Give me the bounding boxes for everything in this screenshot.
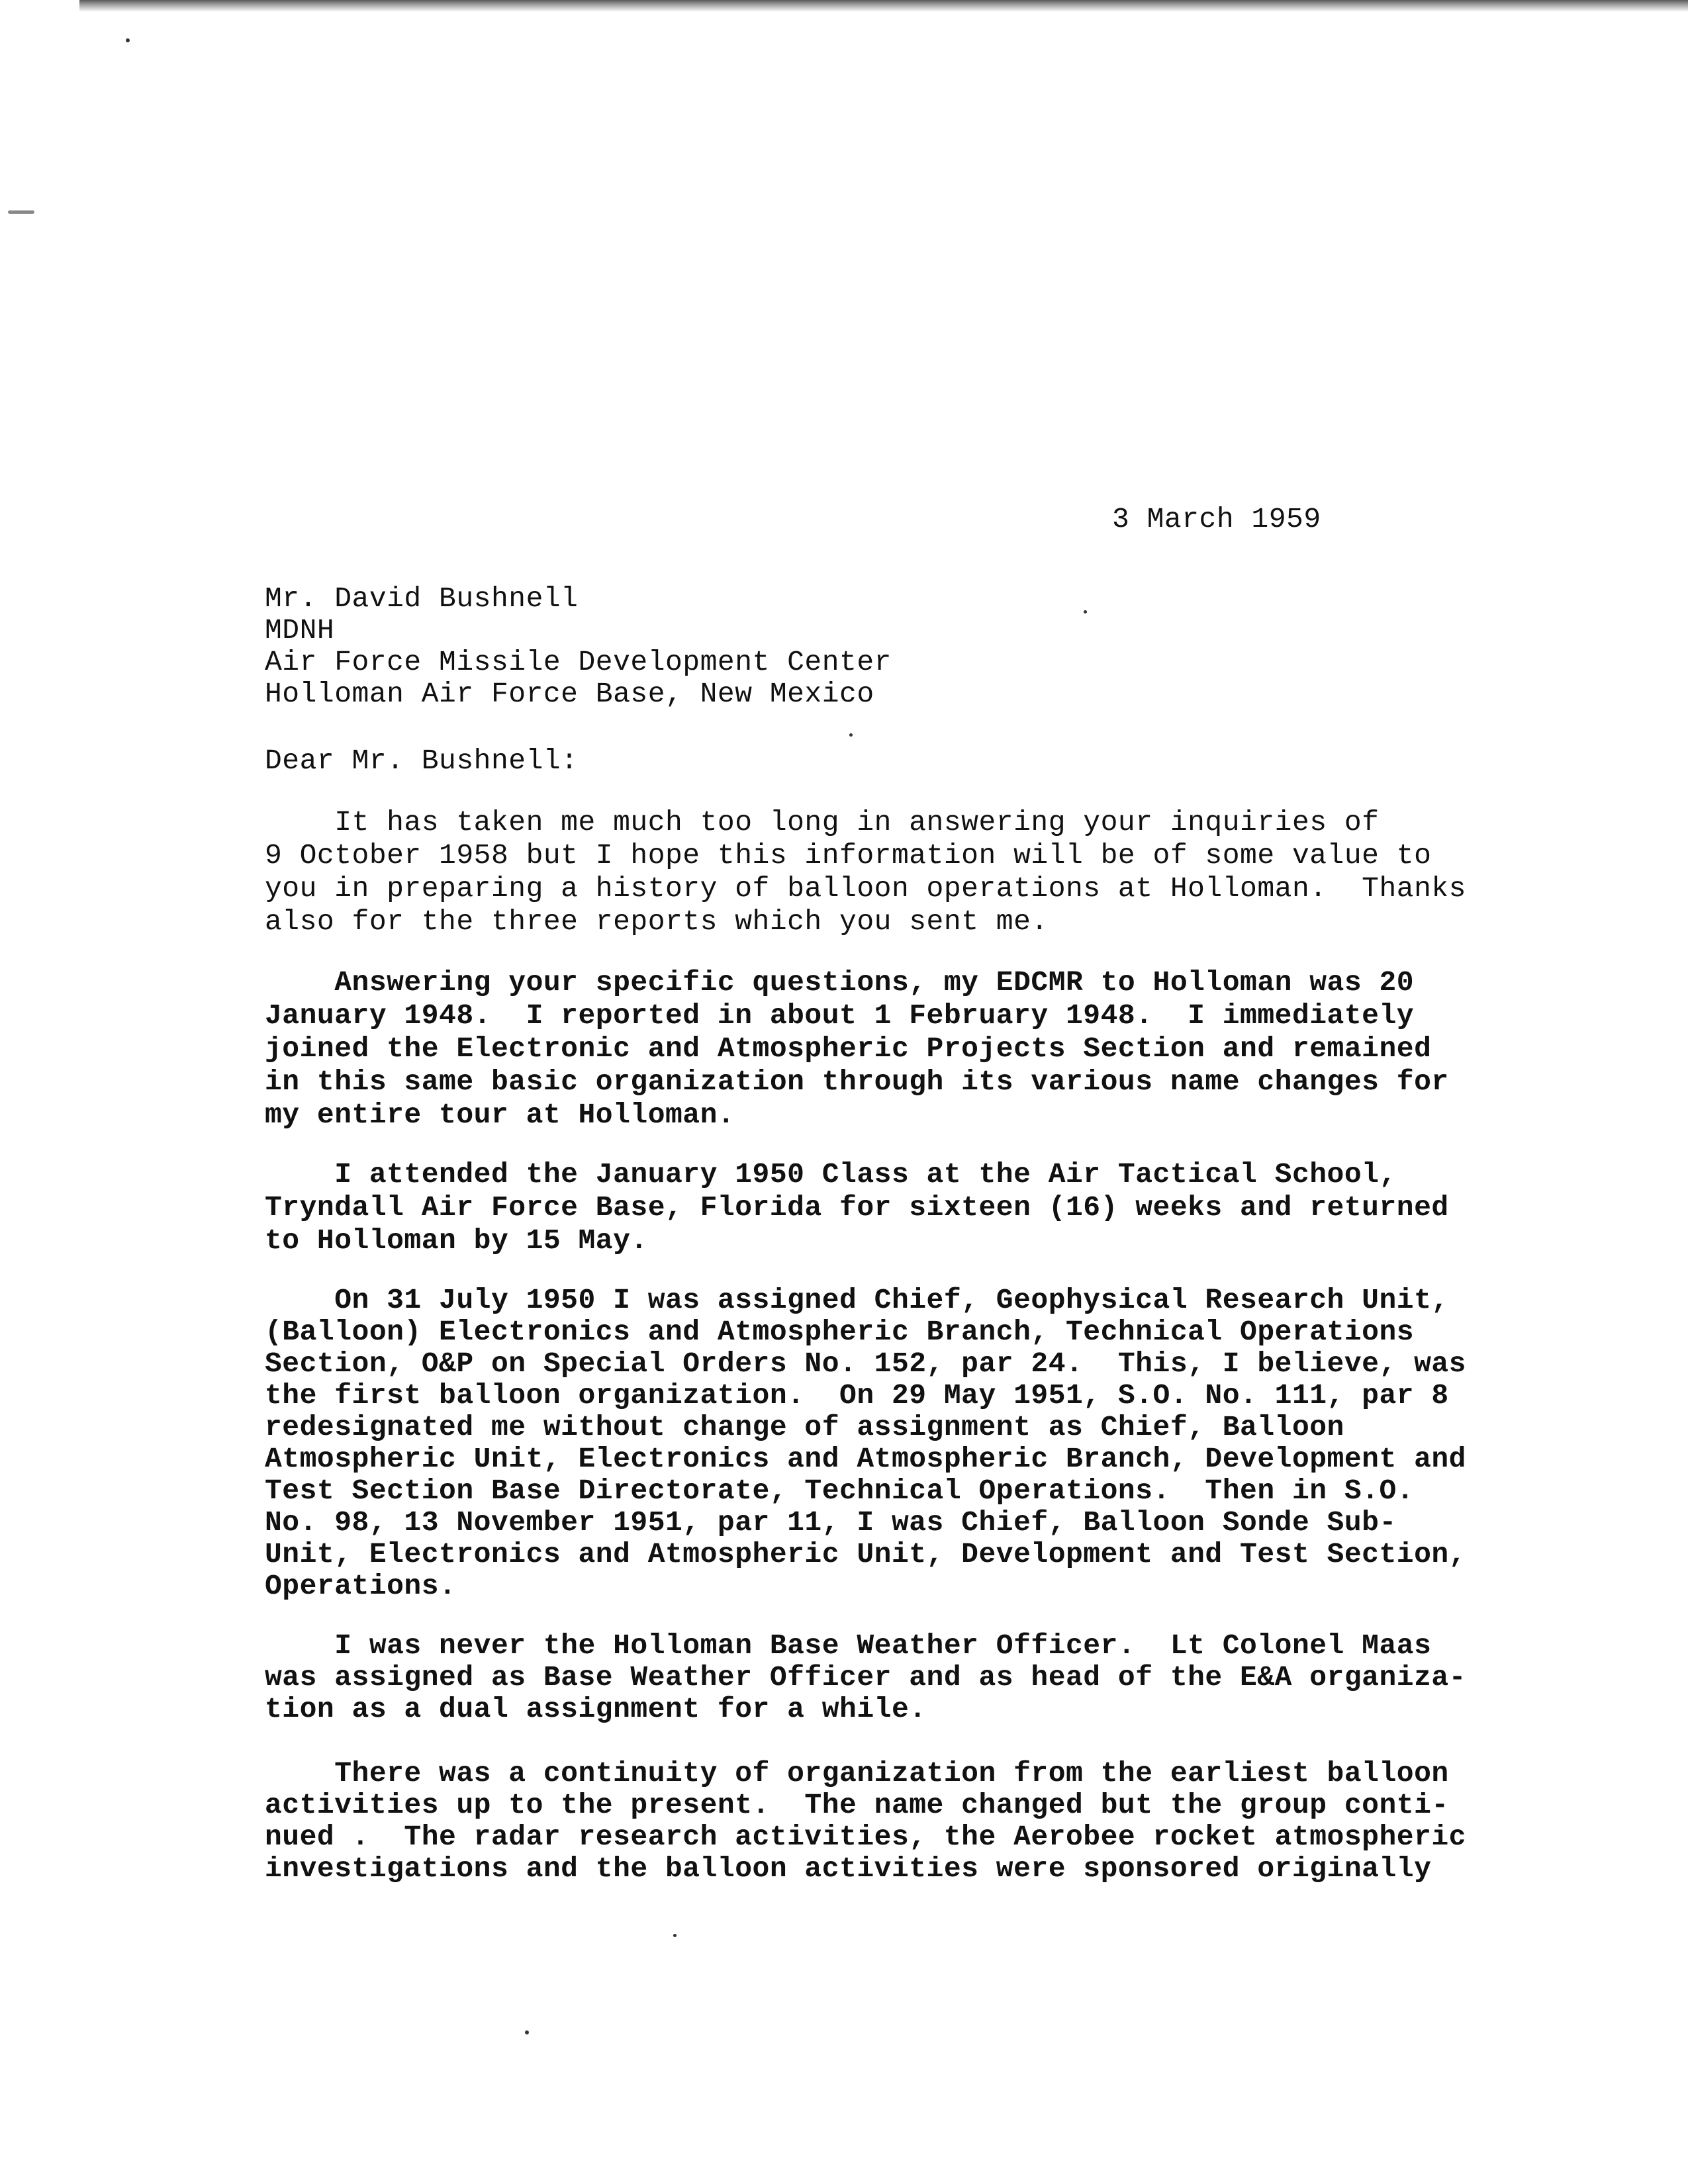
- scan-speck: [1084, 610, 1087, 614]
- text-line: my entire tour at Holloman.: [265, 1099, 735, 1131]
- text-line: tion as a dual assignment for a while.: [265, 1693, 927, 1725]
- scan-speck: [525, 2030, 529, 2034]
- text-line: It has taken me much too long in answering your inquiries of: [265, 806, 1380, 839]
- text-line: I was never the Holloman Base Weather Officer. Lt Colonel Maas: [265, 1629, 1432, 1662]
- address-line: Air Force Missile Development Center: [265, 646, 892, 678]
- text-line: in this same basic organization through its various name changes for: [265, 1066, 1449, 1098]
- text-line: Answering your specific questions, my EDCMR to Holloman was 20: [265, 966, 1415, 999]
- text-line: Operations.: [265, 1570, 457, 1602]
- text-line: Test Section Base Directorate, Technical Operations. Then in S.O.: [265, 1475, 1415, 1507]
- scan-speck: [126, 38, 130, 42]
- text-line: Atmospheric Unit, Electronics and Atmospheric Branch, Development and: [265, 1443, 1466, 1475]
- scan-speck: [8, 210, 34, 214]
- text-line: On 31 July 1950 I was assigned Chief, Geophysical Research Unit,: [265, 1284, 1449, 1316]
- salutation: Dear Mr. Bushnell:: [265, 745, 579, 777]
- text-line: also for the three reports which you sent me.: [265, 905, 1049, 938]
- text-line: Tryndall Air Force Base, Florida for sixteen (16) weeks and returned: [265, 1191, 1449, 1224]
- text-line: you in preparing a history of balloon operations at Holloman. Thanks: [265, 872, 1466, 905]
- text-line: was assigned as Base Weather Officer and as head of the E&A organiza-: [265, 1661, 1466, 1694]
- address-line: MDNH: [265, 614, 335, 647]
- text-line: investigations and the balloon activities were sponsored originally: [265, 1852, 1432, 1885]
- text-line: January 1948. I reported in about 1 February 1948. I immediately: [265, 999, 1415, 1032]
- text-line: joined the Electronic and Atmospheric Projects Section and remained: [265, 1032, 1432, 1065]
- address-line: Mr. David Bushnell: [265, 582, 579, 615]
- scan-speck: [673, 1934, 677, 1937]
- text-line: the first balloon organization. On 29 May 1951, S.O. No. 111, par 8: [265, 1379, 1449, 1412]
- text-line: to Holloman by 15 May.: [265, 1224, 648, 1257]
- letter-date: 3 March 1959: [1112, 503, 1321, 535]
- text-line: 9 October 1958 but I hope this information will be of some value to: [265, 839, 1432, 872]
- text-line: (Balloon) Electronics and Atmospheric Branch, Technical Operations: [265, 1316, 1415, 1348]
- text-line: nued . The radar research activities, the Aerobee rocket atmospheric: [265, 1821, 1466, 1853]
- address-line: Holloman Air Force Base, New Mexico: [265, 678, 874, 710]
- text-line: Section, O&P on Special Orders No. 152, par 24. This, I believe, was: [265, 1347, 1466, 1380]
- text-line: Unit, Electronics and Atmospheric Unit, Development and Test Section,: [265, 1538, 1466, 1570]
- text-line: No. 98, 13 November 1951, par 11, I was Chief, Balloon Sonde Sub-: [265, 1506, 1397, 1539]
- text-line: There was a continuity of organization from the earliest balloon: [265, 1757, 1449, 1790]
- scan-edge: [79, 0, 1688, 12]
- text-line: activities up to the present. The name changed but the group conti-: [265, 1789, 1449, 1821]
- scan-speck: [849, 733, 853, 737]
- text-line: redesignated me without change of assignment as Chief, Balloon: [265, 1411, 1344, 1443]
- text-line: I attended the January 1950 Class at the Air Tactical School,: [265, 1158, 1397, 1191]
